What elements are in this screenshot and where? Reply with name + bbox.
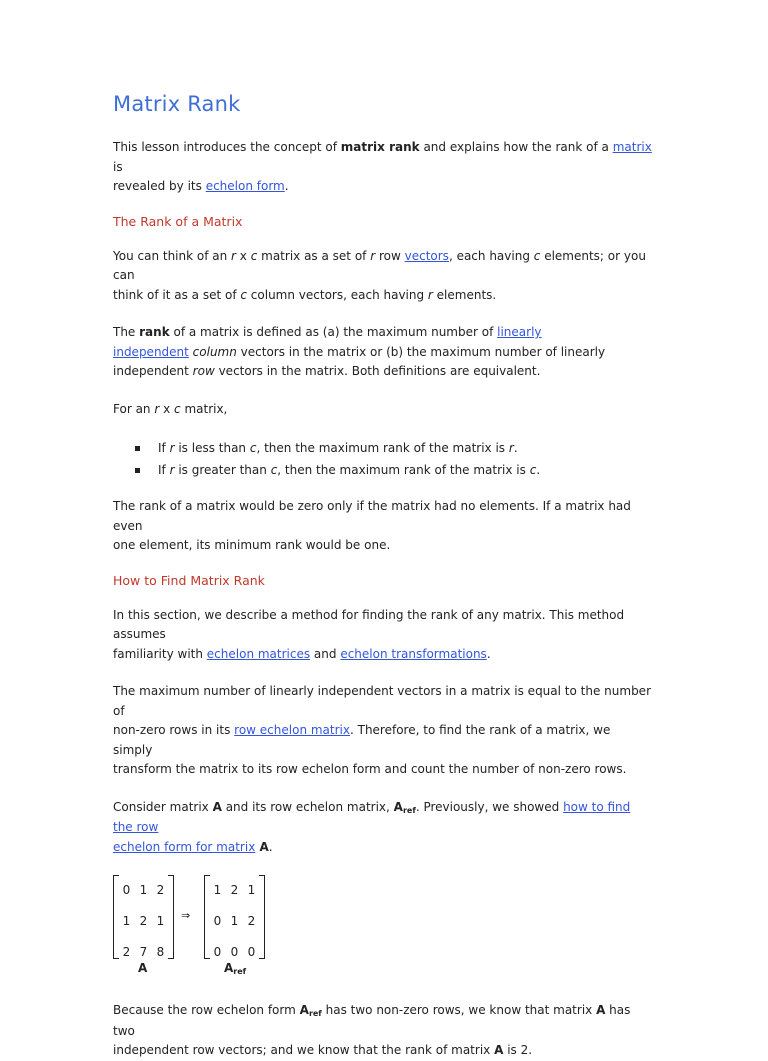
echelon-form-link[interactable]: echelon form (205, 179, 285, 193)
matrix-cell: 2 (139, 914, 148, 928)
matrix-a-ref (204, 875, 265, 959)
matrix-cell: 0 (122, 883, 131, 897)
matrix-cell: 1 (247, 883, 256, 897)
echelon-matrices-link[interactable]: echelon matrices (206, 646, 311, 661)
vectors-link[interactable]: vectors (404, 248, 449, 263)
matrix-cell: 1 (156, 914, 165, 928)
matrix-a (113, 875, 174, 959)
matrix-cell: 0 (213, 945, 222, 959)
consider-matrix-paragraph: Consider matrix A and its row echelon matrix, Aref. Previously, we showed how to find the row echelon form for matrix A. (113, 799, 631, 854)
conclusion-paragraph: Because the row echelon form Aref has two non-zero rows, we know that matrix A has two independent row vectors; and we know that the rank of matrix A is 2. (113, 1003, 631, 1057)
max-independent-paragraph: The maximum number of linearly independent vectors in a matrix is equal to the number of non-zero rows in its row echelon matrix. Therefore, to find the rank of a matrix, we simply transform the matrix to its row echelon form and count the number of non-zero rows. (113, 684, 651, 776)
for-an-r-x-c-paragraph: For an r x c matrix, (113, 401, 228, 416)
matrix-cell: 1 (139, 883, 148, 897)
section-heading-rank-of-matrix: The Rank of a Matrix (113, 213, 243, 229)
bullet-icon (135, 468, 140, 473)
matrix-a-label: A (138, 961, 148, 975)
matrix-cell: 0 (230, 945, 239, 959)
matrix-cell: 1 (213, 883, 222, 897)
implies-arrow-icon: ⇒ (181, 909, 191, 922)
list-item: If r is less than c, then the maximum rank of the matrix is r. (113, 437, 653, 459)
rows-columns-paragraph: You can think of an r x c matrix as a set of r row vectors, each having c elements; or you can think of it as a set of c column vectors, each having r elements. (113, 248, 646, 302)
section-heading-find-rank: How to Find Matrix Rank (113, 572, 265, 588)
matrix-cell: 1 (122, 914, 131, 928)
zero-rank-paragraph: The rank of a matrix would be zero only if the matrix had no elements. If a matrix had even one element, its minimum rank would be one. (113, 499, 631, 552)
matrix-cell: 2 (156, 883, 165, 897)
row-echelon-matrix-link[interactable]: row echelon matrix (234, 723, 350, 737)
matrix-link[interactable]: matrix (612, 140, 652, 154)
echelon-transformations-link[interactable]: echelon transformations (340, 646, 487, 661)
matrix-figure (113, 875, 653, 985)
lesson-content (113, 92, 653, 1061)
matrix-cell: 8 (156, 945, 165, 959)
linearly-independent-link-cont[interactable]: independent (113, 344, 189, 359)
matrix-cell: 0 (247, 945, 256, 959)
matrix-cell: 2 (122, 945, 131, 959)
matrix-cell: 1 (230, 914, 239, 928)
row-echelon-form-link-cont[interactable]: echelon form for matrix (113, 839, 256, 854)
method-paragraph: In this section, we describe a method for finding the rank of any matrix. This method assumes familiarity with echelon matrices and echelon transformations. (113, 607, 625, 661)
matrix-cell: 2 (230, 883, 239, 897)
intro-paragraph: This lesson introduces the concept of matrix rank and explains how the rank of a matrix is revealed by its echelon form. (113, 140, 652, 193)
page-title: Matrix Rank (113, 92, 241, 116)
row-echelon-form-link[interactable]: how to find the row (113, 799, 631, 834)
list-item: If r is greater than c, then the maximum rank of the matrix is c. (113, 459, 653, 481)
matrix-cell: 2 (247, 914, 256, 928)
matrix-cell: 0 (213, 914, 222, 928)
rank-bullet-list (113, 437, 653, 481)
linearly-independent-link[interactable]: linearly (497, 325, 542, 339)
matrix-cell: 7 (139, 945, 148, 959)
rank-definition-paragraph: The rank of a matrix is defined as (a) the maximum number of linearly independent column vectors in the matrix or (b) the maximum number of linearly independent row vectors in the matrix. Both definitions are equivalent. (113, 325, 606, 378)
bullet-icon (135, 446, 140, 451)
matrix-a-ref-label: Aref (224, 961, 247, 976)
